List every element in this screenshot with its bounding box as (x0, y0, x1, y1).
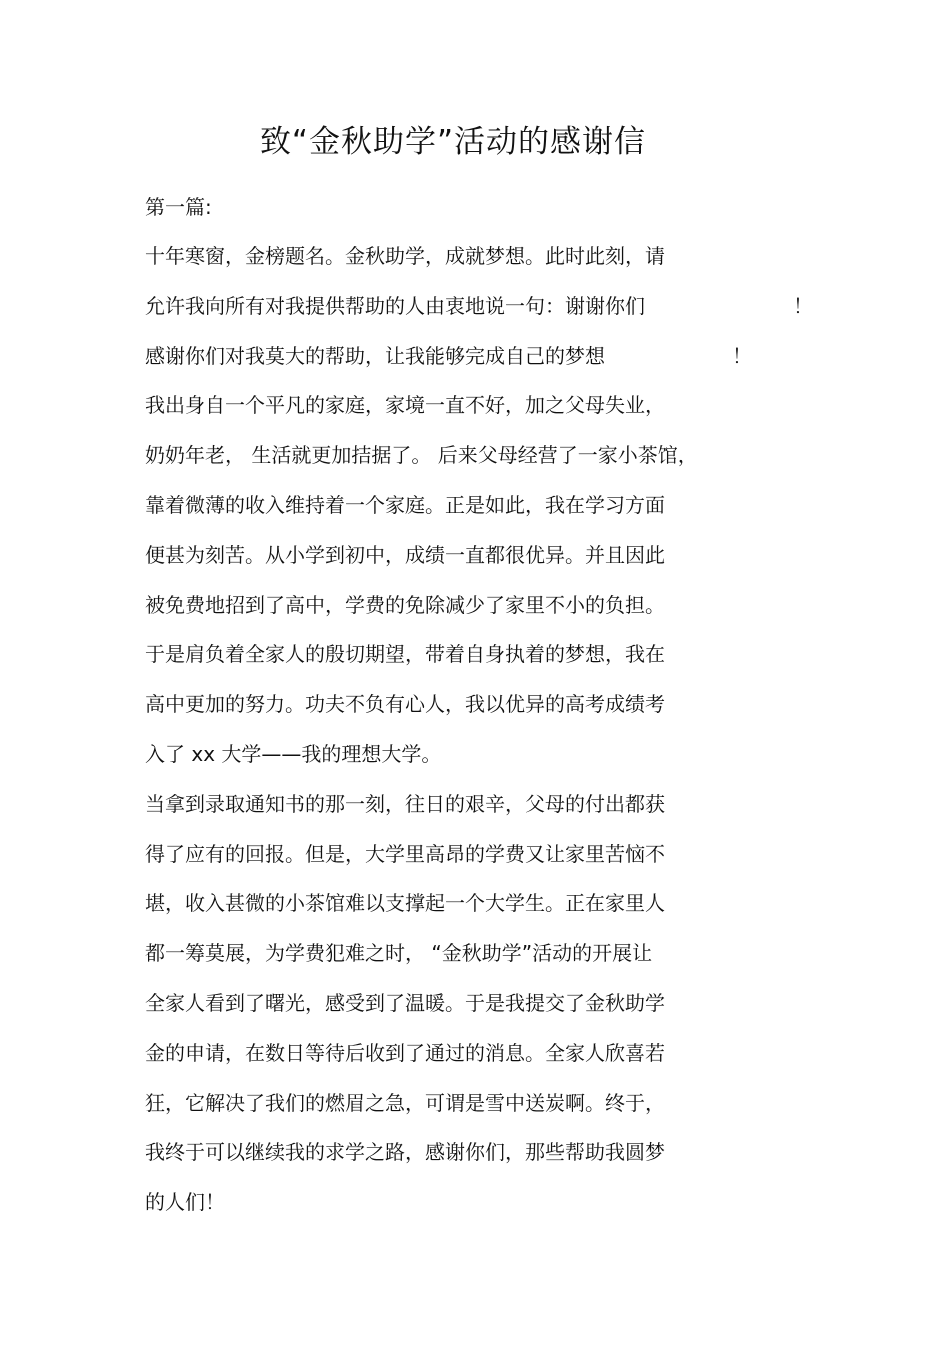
body-line (145, 737, 865, 787)
document-title: 致“金秋助学”活动的感谢信 (259, 124, 647, 160)
body-line (145, 986, 865, 1036)
body-line (145, 687, 865, 737)
exclamation-mark: ！ (732, 343, 752, 368)
body-line-text: 我终于可以继续我的求学之路，感谢你们，那些帮助我圆梦 (145, 1140, 665, 1165)
body-line (145, 886, 865, 936)
body-line-text: 都一筹莫展，为学费犯难之时， “金秋助学”活动的开展让 (145, 941, 653, 966)
body-line (145, 588, 865, 638)
body-line-text: 十年寒窗，金榜题名。金秋助学，成就梦想。此时此刻，请 (145, 244, 665, 268)
body-line-text: 的人们！ (145, 1190, 225, 1215)
section-label: 第一篇: (145, 195, 212, 219)
body-line-text: 便甚为刻苦。从小学到初中，成绩一直都很优异。并且因此 (145, 542, 665, 567)
body-line (145, 787, 865, 837)
letter-body (145, 239, 865, 1235)
body-line-text: 感谢你们对我莫大的帮助，让我能够完成自己的梦想 (145, 343, 605, 368)
body-line (145, 239, 865, 289)
body-line (145, 936, 865, 986)
body-line-text: 被免费地招到了高中，学费的免除减少了家里不小的负担。 (145, 592, 665, 617)
body-line (145, 538, 865, 588)
body-line (145, 1086, 865, 1136)
body-line (145, 1036, 865, 1086)
body-line-text: 奶奶年老， 生活就更加拮据了。 后来父母经营了一家小茶馆， (145, 443, 698, 468)
body-line (145, 438, 865, 488)
body-line-text: 堪，收入甚微的小茶馆难以支撑起一个大学生。正在家里人 (145, 891, 665, 916)
body-line (145, 1185, 865, 1235)
body-line (145, 488, 865, 538)
body-line-text: 全家人看到了曙光，感受到了温暖。于是我提交了金秋助学 (145, 990, 665, 1015)
body-line-text: 金的申请，在数日等待后收到了通过的消息。全家人欣喜若 (145, 1040, 665, 1065)
body-line-text: 高中更加的努力。功夫不负有心人，我以优异的高考成绩考 (145, 692, 665, 717)
body-line-text: 得了应有的回报。但是，大学里高昂的学费又让家里苦恼不 (145, 841, 665, 866)
body-line-text: 靠着微薄的收入维持着一个家庭。正是如此，我在学习方面 (145, 492, 665, 517)
exclamation-mark: ！ (793, 293, 813, 318)
body-line (145, 339, 865, 389)
body-line (145, 388, 865, 438)
body-line (145, 1135, 865, 1185)
body-line-text: 入了 xx 大学——我的理想大学。 (145, 741, 442, 766)
body-line-text: 允许我向所有对我提供帮助的人由衷地说一句：谢谢你们 (145, 293, 645, 318)
body-line-text: 狂，它解决了我们的燃眉之急，可谓是雪中送炭啊。终于， (145, 1090, 665, 1115)
body-line (145, 637, 865, 687)
body-line-text: 当拿到录取通知书的那一刻，往日的艰辛，父母的付出都获 (145, 791, 665, 816)
body-line-text: 于是肩负着全家人的殷切期望，带着自身执着的梦想，我在 (145, 642, 665, 667)
body-line (145, 837, 865, 887)
body-line (145, 289, 865, 339)
body-line-text: 我出身自一个平凡的家庭，家境一直不好，加之父母失业， (145, 393, 665, 418)
